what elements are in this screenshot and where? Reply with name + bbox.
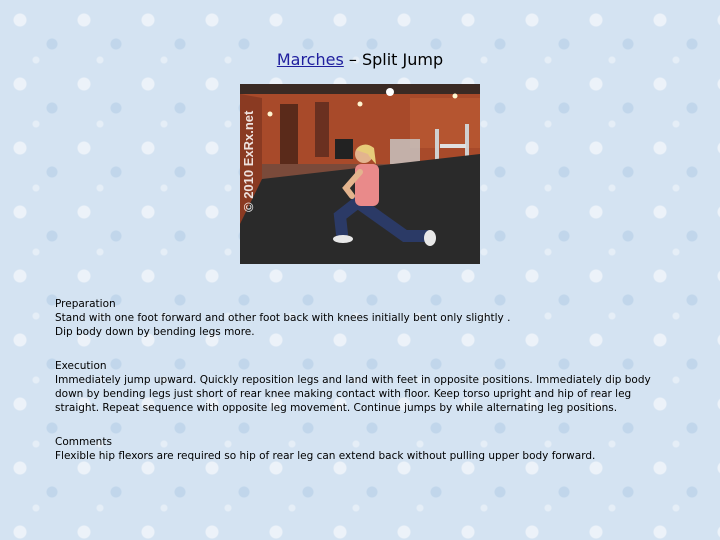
- marches-link[interactable]: Marches: [276, 50, 344, 69]
- comments-section: [55, 435, 665, 463]
- section-line: Dip body down by bending legs more.: [55, 326, 255, 338]
- page-title: [0, 50, 720, 69]
- execution-section: [55, 359, 665, 415]
- title-text: – Split Jump: [343, 50, 444, 69]
- preparation-section: [55, 297, 665, 339]
- section-line: Immediately jump upward. Quickly reposition legs and land with feet in opposite positions. Immediately dip body down by bending legs just short of rear knee making contact with floor. Keep torso upright and hip of rear leg straight. Repeat sequence with opposite leg movement. Continue jumps by while alternating leg positions.: [55, 374, 651, 414]
- section-line: Stand with one foot forward and other foot back with knees initially bent only slightly .: [55, 312, 511, 324]
- exercise-instructions: [55, 297, 665, 483]
- section-heading: Comments: [55, 436, 112, 448]
- section-heading: Execution: [55, 360, 107, 372]
- section-heading: Preparation: [55, 298, 116, 310]
- watermark: © 2010 ExRx.net: [241, 110, 256, 212]
- exercise-photo: [240, 84, 480, 264]
- section-line: Flexible hip flexors are required so hip of rear leg can extend back without pulling upper body forward.: [55, 450, 596, 462]
